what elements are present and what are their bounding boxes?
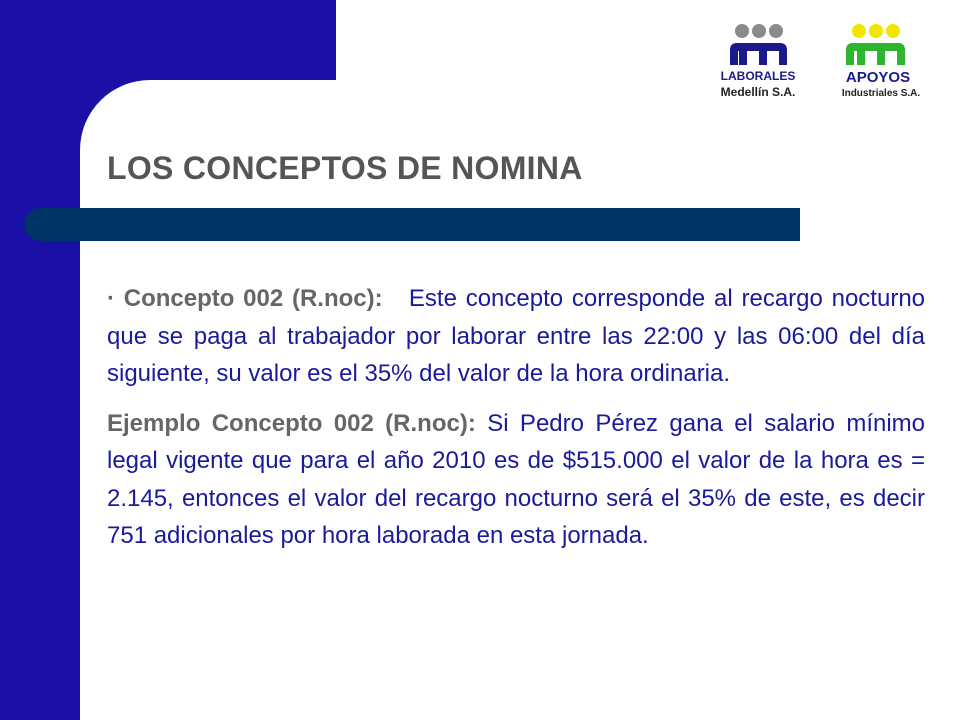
laborales-logo	[721, 24, 796, 99]
paragraph-ejemplo	[107, 405, 925, 555]
company-logos	[718, 18, 948, 113]
laborales-logo-line2: Medellín S.A.	[720, 85, 796, 99]
concepto-label: Concepto 002 (R.noc):	[123, 285, 383, 312]
ejemplo-label: Ejemplo Concepto 002 (R.noc):	[107, 409, 476, 437]
concepto-text: Este concepto corresponde al recargo nocturno que se paga al trabajador por laborar entre las 22:00 y las 06:00 del día siguiente, su valor es el 35% del valor de la hora ordinaria.	[107, 285, 926, 387]
laborales-logo-line1: LABORALES	[720, 69, 796, 83]
left-band	[0, 0, 80, 720]
apoyos-logo	[842, 24, 921, 99]
slide-title: LOS CONCEPTOS DE NOMINA	[107, 150, 583, 186]
ejemplo-text: Si Pedro Pérez gana el salario mínimo legal vigente que para el año 2010 es de $515.000 el valor de la hora es = 2.145, entonces el valor del recargo nocturno será el 35% de este, es decir 751 adicionales por hora laborada en esta jornada.	[107, 409, 926, 549]
title-underline-bar	[24, 208, 800, 241]
apoyos-logo-line1: APOYOS	[845, 69, 911, 86]
top-band	[0, 0, 336, 80]
apoyos-logo-line2: Industriales S.A.	[841, 88, 921, 99]
slide-body	[107, 280, 925, 567]
paragraph-concepto	[107, 280, 925, 393]
paragraph-bullet: ·	[107, 285, 115, 312]
